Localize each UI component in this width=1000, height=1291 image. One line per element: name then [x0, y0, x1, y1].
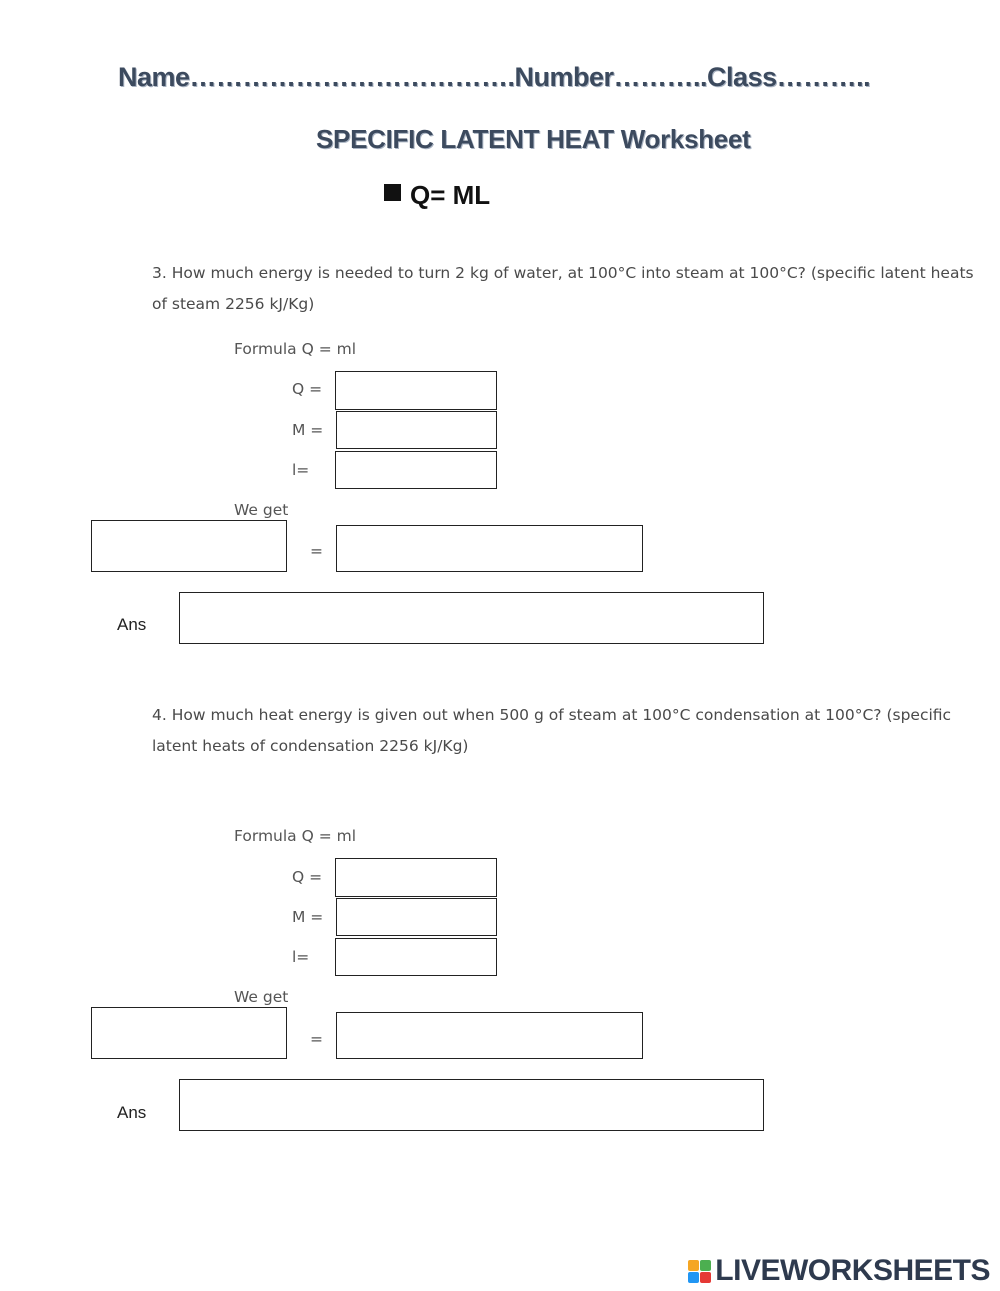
question-4-ans-label: Ans — [117, 1103, 147, 1122]
question-4-right-input[interactable] — [336, 1012, 643, 1059]
question-3-q-input[interactable] — [335, 371, 497, 410]
question-3-equals: = — [310, 542, 323, 560]
question-4-m-label: M = — [292, 908, 324, 926]
question-3-text: 3. How much energy is needed to turn 2 kg of water, at 100°C into steam at 100°C? (specific latent heats of steam 2256 kJ/Kg) — [152, 264, 974, 313]
question-4-we-get-label: We get — [234, 988, 289, 1006]
question-3-we-get-label: We get — [234, 501, 289, 519]
question-4-left-input[interactable] — [91, 1007, 287, 1059]
question-3-q-label: Q = — [292, 380, 323, 398]
liveworksheets-brand: LIVEWORKSHEETS — [715, 1254, 990, 1287]
question-3-formula-label: Formula Q = ml — [234, 340, 357, 358]
question-3-l-input[interactable] — [335, 451, 497, 489]
question-3-m-input[interactable] — [336, 411, 497, 449]
question-3-answer-input[interactable] — [179, 592, 764, 644]
question-4-answer-input[interactable] — [179, 1079, 764, 1131]
formula-heading — [384, 180, 490, 211]
liveworksheets-logo — [688, 1254, 990, 1288]
question-4-formula-label: Formula Q = ml — [234, 827, 357, 845]
question-3-ans-label: Ans — [117, 615, 147, 634]
question-3-m-label: M = — [292, 421, 324, 439]
question-3-left-input[interactable] — [91, 520, 287, 572]
worksheet-title: SPECIFIC LATENT HEAT Worksheet — [316, 124, 751, 154]
question-4-l-input[interactable] — [335, 938, 497, 976]
formula-heading-text: Q= ML — [410, 180, 491, 210]
square-bullet-icon — [384, 184, 401, 201]
question-3-right-input[interactable] — [336, 525, 643, 572]
question-4-text: 4. How much heat energy is given out when 500 g of steam at 100°C condensation at 100°C? (specific latent heats of condensation 2256 kJ/Kg) — [152, 706, 952, 755]
question-4-q-label: Q = — [292, 868, 323, 886]
question-3-l-label: l= — [292, 461, 310, 479]
question-4-m-input[interactable] — [336, 898, 497, 936]
question-4-l-label: l= — [292, 948, 310, 966]
question-4-equals: = — [310, 1030, 323, 1048]
name-number-class-line: Name……………………………….Number………..Class……….. — [118, 62, 871, 92]
liveworksheets-logo-icon — [688, 1260, 711, 1283]
question-4-q-input[interactable] — [335, 858, 497, 897]
